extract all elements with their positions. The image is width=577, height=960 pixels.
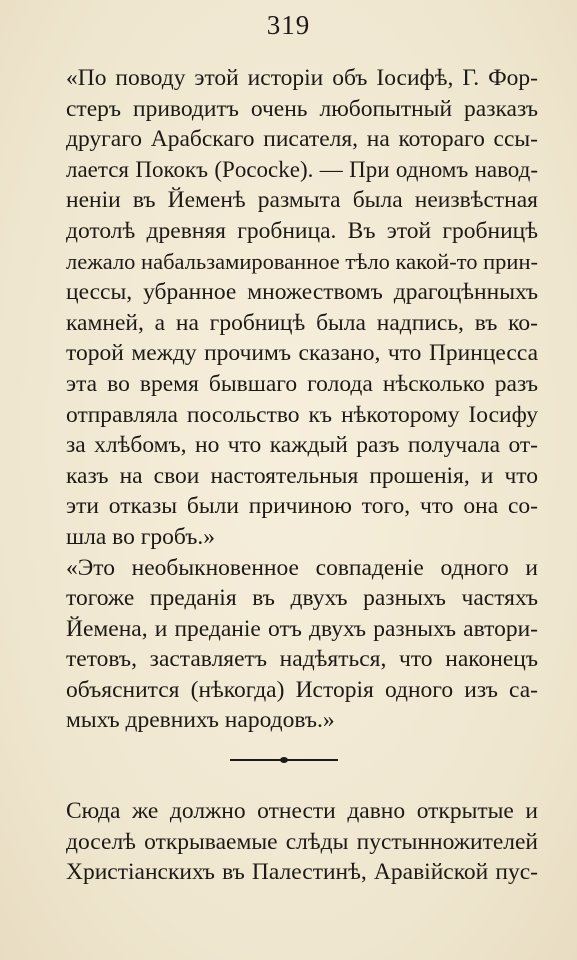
text-line: тогоже преданія въ двухъ разныхъ частяхъ xyxy=(66,585,538,612)
text-line: за хлѣбомъ, но что каждый разъ получала от- xyxy=(66,432,538,459)
text-line: эта во время бывшаго голода нѣсколько разъ xyxy=(66,370,538,397)
text-line: лежало набальзамированное тѣло какой-то прин- xyxy=(66,248,538,274)
text-line: Йемена, и преданіе отъ двухъ разныхъ автори- xyxy=(66,615,538,642)
text-line: Сюда же должно отнести давно открытые и xyxy=(66,798,538,824)
text-line: лается Пококъ (Pococke). — При одномъ навод- xyxy=(66,156,538,182)
text-line: эти отказы были причиною того, что она со- xyxy=(66,493,538,520)
text-line: торой между прочимъ сказано, что Принцесса xyxy=(66,340,538,367)
text-line: казъ на свои настоятельныя прошенія, и что xyxy=(66,462,538,489)
text-line: отправляла посольство къ нѣкоторому Іосифу xyxy=(66,401,538,428)
text-line: доселѣ открываемые слѣды пустынножителей xyxy=(66,828,538,855)
text-line: «Это необыкновенное совпаденіе одного и xyxy=(66,554,538,581)
main-text-block xyxy=(66,796,538,888)
paragraph-coincidence xyxy=(66,553,538,737)
paragraph-desert-hermits xyxy=(66,796,538,888)
text-line: объяснится (нѣкогда) Исторія одного изъ са- xyxy=(66,676,538,703)
quoted-text-block xyxy=(66,63,538,736)
text-line: цессы, убранное множествомъ драгоцѣнныхъ xyxy=(66,279,538,306)
text-line: неніи въ Йеменѣ размыта была неизвѣстная xyxy=(66,187,538,214)
text-line: дотолѣ древняя гробница. Въ этой гробницѣ xyxy=(66,217,538,244)
text-line: «По поводу этой исторіи объ Іосифѣ, Г. Фор- xyxy=(66,65,538,91)
paragraph-forster-story xyxy=(66,63,538,553)
text-line: тетовъ, заставляетъ надѣяться, что наконецъ xyxy=(66,646,538,673)
page-number: 319 xyxy=(266,10,311,40)
text-line: стеръ приводитъ очень любопытный разказъ xyxy=(66,95,538,122)
separator-ornament xyxy=(280,757,288,763)
text-line: камней, а на гробницѣ была надпись, въ ко- xyxy=(66,309,538,336)
text-line: шла во гробъ.» xyxy=(66,523,215,550)
text-line: другаго Арабскаго писателя, на котораго ссы- xyxy=(66,126,538,153)
text-line: мыхъ древнихъ народовъ.» xyxy=(66,707,335,734)
section-separator xyxy=(230,758,338,762)
text-line: Христіанскихъ въ Палестинѣ, Аравійской пус- xyxy=(66,859,538,886)
